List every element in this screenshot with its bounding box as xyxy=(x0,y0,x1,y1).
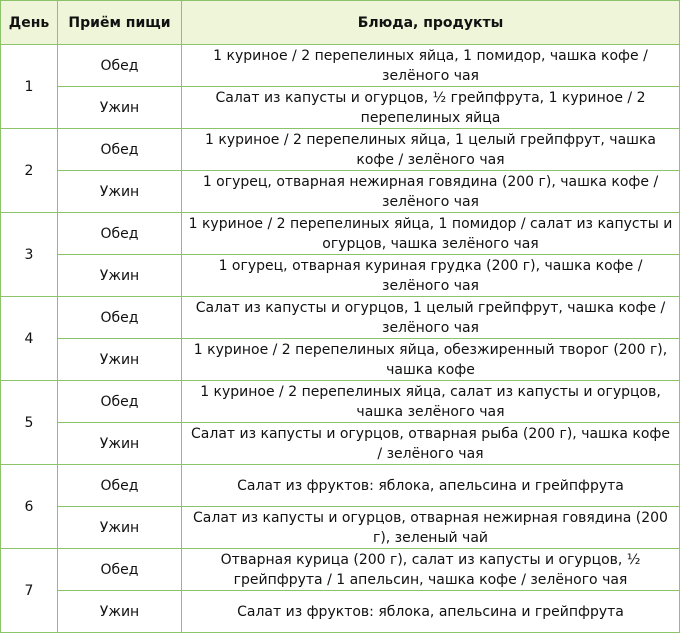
table-row xyxy=(1,507,680,549)
header-dishes: Блюда, продукты xyxy=(182,1,680,45)
dish-list: Салат из капусты и огурцов, ½ грейпфрута, 1 куриное / 2 перепелиных яйца xyxy=(182,87,680,129)
meal-name: Ужин xyxy=(58,87,182,129)
day-number: 7 xyxy=(1,549,58,633)
table-row xyxy=(1,423,680,465)
day-number: 5 xyxy=(1,381,58,465)
day-number: 3 xyxy=(1,213,58,297)
meal-name: Ужин xyxy=(58,423,182,465)
dish-list: Отварная курица (200 г), салат из капусты и огурцов, ½ грейпфрута / 1 апельсин, чашка кофе / зелёного чая xyxy=(182,549,680,591)
dish-list: 1 куриное / 2 перепелиных яйца, обезжиренный творог (200 г), чашка кофе xyxy=(182,339,680,381)
meal-name: Ужин xyxy=(58,339,182,381)
table-row xyxy=(1,87,680,129)
table-row xyxy=(1,591,680,633)
table-row xyxy=(1,465,680,507)
dish-list: 1 куриное / 2 перепелиных яйца, 1 целый грейпфрут, чашка кофе / зелёного чая xyxy=(182,129,680,171)
dish-list: 1 куриное / 2 перепелиных яйца, 1 помидор / салат из капусты и огурцов, чашка зелёного чая xyxy=(182,213,680,255)
meal-name: Ужин xyxy=(58,507,182,549)
table-row xyxy=(1,213,680,255)
meal-name: Обед xyxy=(58,549,182,591)
meal-name: Ужин xyxy=(58,171,182,213)
header-row xyxy=(1,1,680,45)
table-row xyxy=(1,339,680,381)
header-meal: Приём пищи xyxy=(58,1,182,45)
header-day: День xyxy=(1,1,58,45)
meal-name: Обед xyxy=(58,45,182,87)
dish-list: Салат из капусты и огурцов, отварная рыба (200 г), чашка кофе / зелёного чая xyxy=(182,423,680,465)
dish-list: Салат из фруктов: яблока, апельсина и грейпфрута xyxy=(182,591,680,633)
meal-name: Обед xyxy=(58,213,182,255)
dish-list: Салат из фруктов: яблока, апельсина и грейпфрута xyxy=(182,465,680,507)
table-row xyxy=(1,129,680,171)
dish-list: Салат из капусты и огурцов, отварная нежирная говядина (200 г), зеленый чай xyxy=(182,507,680,549)
table-row xyxy=(1,171,680,213)
dish-list: 1 куриное / 2 перепелиных яйца, салат из капусты и огурцов, чашка зелёного чая xyxy=(182,381,680,423)
table-row xyxy=(1,381,680,423)
day-number: 2 xyxy=(1,129,58,213)
meal-name: Ужин xyxy=(58,255,182,297)
table-row xyxy=(1,297,680,339)
dish-list: 1 огурец, отварная куриная грудка (200 г), чашка кофе / зелёного чая xyxy=(182,255,680,297)
day-number: 6 xyxy=(1,465,58,549)
meal-name: Ужин xyxy=(58,591,182,633)
day-number: 4 xyxy=(1,297,58,381)
table-row xyxy=(1,45,680,87)
meal-name: Обед xyxy=(58,381,182,423)
meal-name: Обед xyxy=(58,297,182,339)
meal-name: Обед xyxy=(58,129,182,171)
day-number: 1 xyxy=(1,45,58,129)
dish-list: 1 куриное / 2 перепелиных яйца, 1 помидор, чашка кофе / зелёного чая xyxy=(182,45,680,87)
meal-name: Обед xyxy=(58,465,182,507)
table-row xyxy=(1,255,680,297)
dish-list: 1 огурец, отварная нежирная говядина (200 г), чашка кофе / зелёного чая xyxy=(182,171,680,213)
table-row xyxy=(1,549,680,591)
dish-list: Салат из капусты и огурцов, 1 целый грейпфрут, чашка кофе / зелёного чая xyxy=(182,297,680,339)
